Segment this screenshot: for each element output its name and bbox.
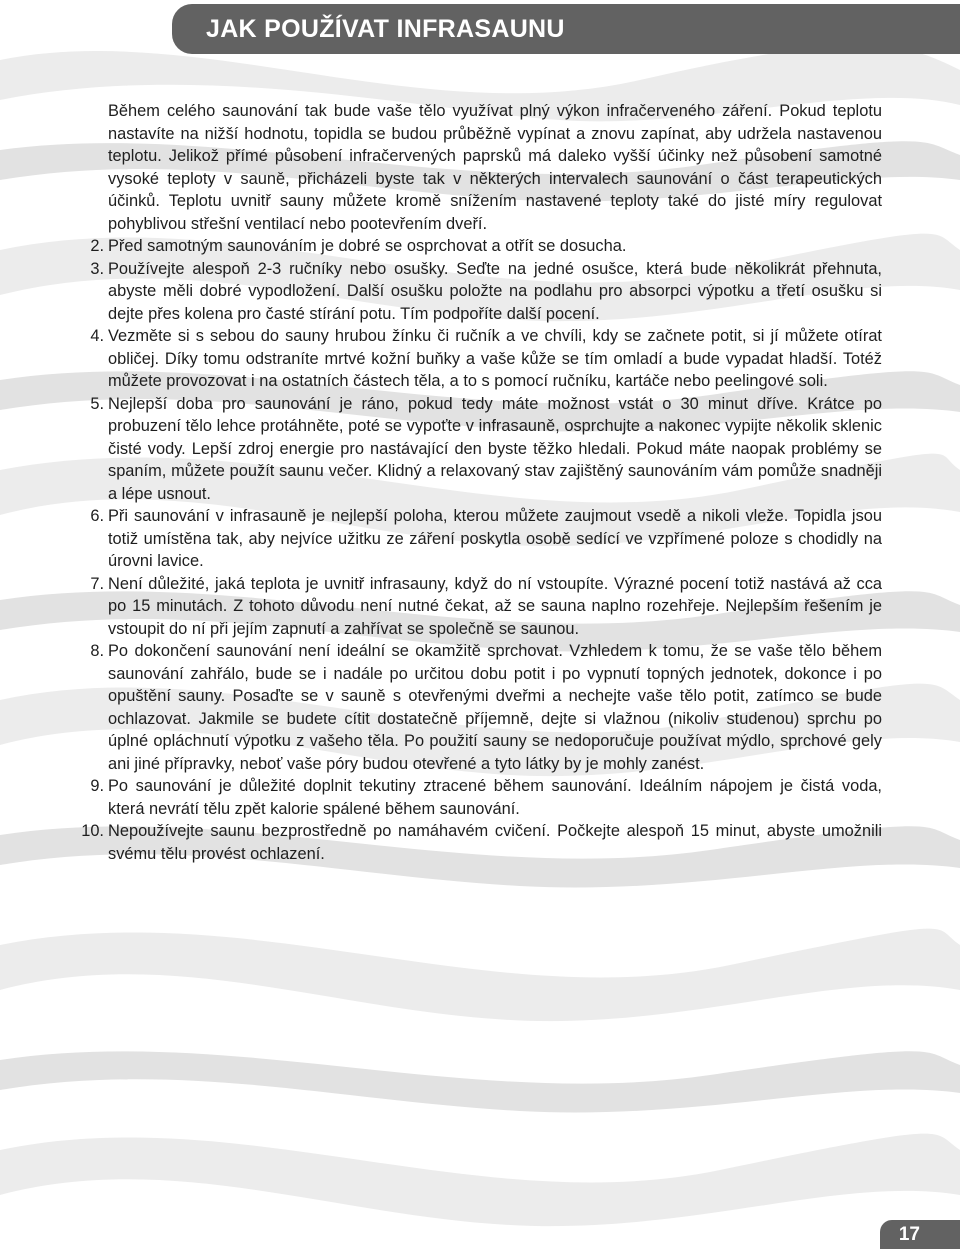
list-item xyxy=(90,640,882,775)
wave-band xyxy=(0,1051,960,1112)
list-number: 4. xyxy=(90,327,104,345)
list-item xyxy=(81,820,882,865)
body-text xyxy=(81,100,882,865)
wave-band xyxy=(0,1134,960,1227)
list-item xyxy=(90,775,882,820)
list-item xyxy=(90,393,882,506)
list-text: Nejlepší doba pro saunování je ráno, pokud tedy máte možnost vstát o 30 minut dříve. Krátce po probuzení tělo lehce protáhněte, poté se vypoťte v infrasauně, osprchujte a nakonec vypijte několik sklenic čisté vody. Lepší zdroj energie pro nastávající den byste těžko hledali. Pokud máte naopak problémy se spaním, můžete použít saunu večer. Klidný a relaxovaný stav zajištěný saunováním vám pomůže snadněji a lépe usnout. xyxy=(108,394,882,503)
list-text: Před samotným saunováním je dobré se osprchovat a otřít se dosucha. xyxy=(108,237,627,255)
list-item xyxy=(90,325,882,393)
list-item xyxy=(90,505,882,573)
list-text: Po dokončení saunování není ideální se okamžitě sprchovat. Vzhledem k tomu, že se vaše tělo během saunování zahřálo, bude se i nadále po určitou dobu potit i po vypnutí topných jednotek, dokonce i po opuštění sauny. Posaďte se v sauně s otevřenými dveřmi a nechejte vaše tělo potit, zatímco se bude ochlazovat. Jakmile se budete cítit dostatečně příjemně, dejte si vlažnou (nikoliv studenou) sprchu po úplné opláchnutí výpotku z vašeho těla. Po použití sauny se nedoporučuje používat mýdlo, sprchové gely ani jiné přípravky, neboť vaše póry budou otevřené a tyto látky by je mohly zanést. xyxy=(108,642,882,773)
list-item xyxy=(90,573,882,641)
list-number: 7. xyxy=(90,574,104,593)
list-number: 9. xyxy=(90,777,104,795)
list-number: 5. xyxy=(90,394,104,413)
list-text: Vezměte si s sebou do sauny hrubou žínku či ručník a ve chvíli, kdy se začnete potit, si jí můžete otírat obličej. Díky tomu odstraníte mrtvé kožní buňky a vaše kůže se tím omladí a bude vypadat hladší. Totéž můžete provozovat i na ostatních částech těla, a to s pomocí ručníku, kartáče nebo peelingové soli. xyxy=(108,327,882,390)
page-title: JAK POUŽÍVAT INFRASAUNU xyxy=(206,14,565,43)
list-number: 10. xyxy=(81,822,104,840)
list-number: 6. xyxy=(90,507,104,525)
list-item xyxy=(90,235,882,258)
list-text: Používejte alespoň 2-3 ručníky nebo osušky. Seďte na jedné osušce, která bude několikrát přehnuta, abyste měli dobré vypodložení. Další osušku položte na podlahu pro absorpci výpotku a třetí osušku si dejte přes kolena pro časté stírání potu. Tím podpoříte další pocení. xyxy=(108,259,882,323)
list-number: 8. xyxy=(90,642,104,660)
page-header xyxy=(172,4,960,54)
list-text: Při saunování v infrasauně je nejlepší poloha, kterou můžete zaujmout vsedě a nikoli vleže. Topidla jsou totiž umístěna tak, aby nejvíce užitku ze záření poskytla osobě sedící ve vzpřímené poloze s chodidly na úrovni lavice. xyxy=(108,507,882,570)
list-number: 2. xyxy=(90,237,104,255)
list-text: Po saunování je důležité doplnit tekutiny ztracené během saunování. Ideálním nápojem je čistá voda, která nevrátí tělu zpět kalorie spálené během saunování. xyxy=(108,777,882,818)
intro-paragraph: Během celého saunování tak bude vaše tělo využívat plný výkon infračerveného záření. Pokud teplotu nastavíte na nižší hodnotu, topidla se budou průběžně vypínat a znovu zapínat, aby udržela nastavenou teplotu. Jelikož přímé působení infračervených paprsků má daleko vyšší účinky než působení samotné vysoké teploty v sauně, přicházeli byste tak v některých intervalech saunování o část terapeutických účinků. Teplotu uvnitř sauny můžete kromě snížením nastavené teploty také do jisté míry regulovat pohyblivou střešní ventilací nebo pootevřením dveří. xyxy=(108,102,882,233)
page-number: 17 xyxy=(898,1223,920,1245)
page-number-tab xyxy=(880,1220,960,1249)
wave-band xyxy=(0,929,960,1021)
list-item xyxy=(90,258,882,326)
list-number: 3. xyxy=(90,259,104,278)
list-text: Není důležité, jaká teplota je uvnitř infrasauny, když do ní vstoupíte. Výrazné pocení totiž nastává až cca po 15 minutách. Z tohoto důvodu není nutné čekat, až se sauna naplno rozehřeje. Nejlepším řešením je vstoupit do ní při jejím zapnutí a zahřívat se společně se saunou. xyxy=(108,574,882,638)
instruction-list xyxy=(81,235,882,865)
list-text: Nepoužívejte saunu bezprostředně po namáhavém cvičení. Počkejte alespoň 15 minut, abyste umožnili svému tělu provést ochlazení. xyxy=(108,822,882,863)
